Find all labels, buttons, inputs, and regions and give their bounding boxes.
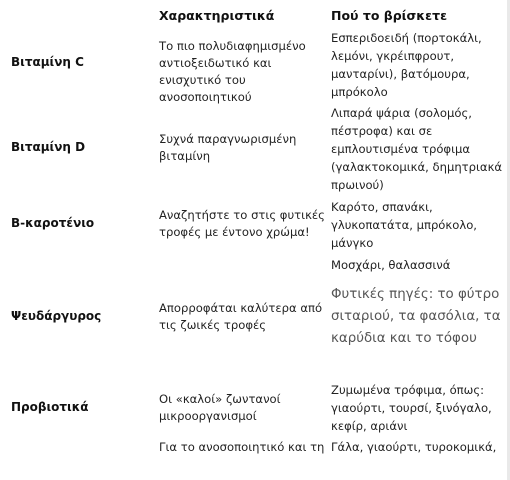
row-where-probiotics: Ζυμωμένα τρόφιμα, όπως: γιαούρτι, τουρσί, ξινόγαλο, κεφίρ, αριάνι xyxy=(331,383,492,433)
row-desc-vitamin-c: Το πιο πολυδιαφημισμένο αντιοξειδωτικό και ενισχυτικό του ανοσοποιητικού xyxy=(159,39,306,104)
row-name-beta-carotene: Β-καροτένιο xyxy=(11,216,95,230)
row-where-vitamin-c: Εσπεριδοειδή (πορτοκάλι, λεμόνι, γκρέιπφρουτ, μανταρίνι), βατόμουρα, μπρόκολο xyxy=(331,31,482,99)
row-desc-partial: Για το ανοσοποιητικό και τη xyxy=(159,440,325,454)
row-name-vitamin-d: Βιταμίνη D xyxy=(11,140,86,154)
row-where-beta-carotene: Καρότο, σπανάκι, γλυκοπατάτα, μπρόκολο, μάνγκο xyxy=(331,200,477,250)
header-where-to-find: Πού το βρίσκετε xyxy=(331,8,448,23)
row-name-probiotics: Προβιοτικά xyxy=(11,400,89,414)
row-where-vitamin-d: Λιπαρά ψάρια (σολομός, πέστροφα) και σε εμπλουτισμένα τρόφιμα (γαλακτοκομικά, δημητριακά πρωινού) xyxy=(331,106,503,192)
row-where-zinc-plant-sources: Φυτικές πηγές: το φύτρο σιταριού, τα φασόλια, τα καρύδια και το τόφου xyxy=(331,287,501,346)
row-desc-vitamin-d: Συχνά παραγνωρισμένη βιταμίνη xyxy=(159,132,297,163)
row-desc-beta-carotene: Αναζητήστε το στις φυτικές τροφές με έντονο χρώμα! xyxy=(159,208,325,239)
row-name-zinc: Ψευδάργυρος xyxy=(11,309,102,323)
row-where-partial: Γάλα, γιαούρτι, τυροκομικά, xyxy=(331,440,497,454)
row-desc-zinc: Απορροφάται καλύτερα από τις ζωικές τροφές xyxy=(159,301,323,332)
row-where-zinc: Μοσχάρι, θαλασσινά xyxy=(331,258,451,272)
row-desc-probiotics: Οι «καλοί» ζωντανοί μικροοργανισμοί xyxy=(159,392,281,423)
header-characteristics: Χαρακτηριστικά xyxy=(159,8,275,23)
row-name-vitamin-c: Βιταμίνη C xyxy=(11,55,84,69)
